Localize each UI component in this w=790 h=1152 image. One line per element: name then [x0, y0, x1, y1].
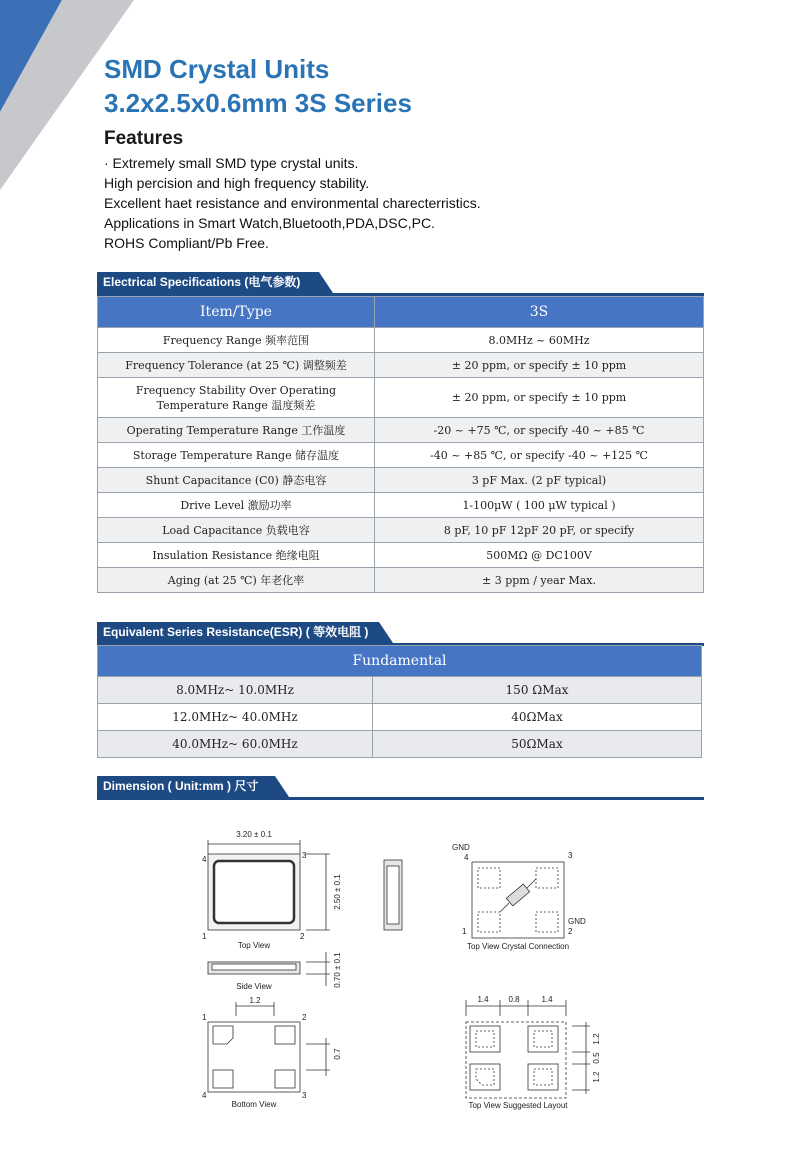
height-dimension-label: 2.50 ± 0.1: [333, 874, 342, 910]
side-view-drawing: [208, 952, 330, 986]
column-header-item: Item/Type: [98, 297, 375, 328]
crystal-connection-drawing: [472, 862, 564, 938]
electrical-section-tab: [97, 272, 319, 293]
features-list: [104, 153, 481, 253]
layout-dim-gap: 0.8: [508, 995, 520, 1004]
esr-frequency: 40.0MHz~ 60.0MHz: [98, 731, 373, 758]
table-row: [98, 543, 704, 568]
table-row: [98, 468, 704, 493]
spec-value: -40 ~ +85 ℃, or specify -40 ~ +125 ℃: [375, 443, 704, 468]
bottom-view-caption: Bottom View: [231, 1100, 277, 1109]
bottom-pin-2-label: 2: [302, 1013, 307, 1022]
side-view-caption: Side View: [236, 982, 272, 991]
spec-item: Operating Temperature Range 工作温度: [98, 418, 375, 443]
spec-item: Drive Level 激励功率: [98, 493, 375, 518]
dimension-section-title: Dimension ( Unit:mm ) 尺寸: [103, 779, 259, 793]
layout-v-gap: 0.5: [592, 1052, 601, 1064]
esr-section-header: [97, 622, 704, 646]
top-view-drawing: [208, 840, 330, 930]
table-row: [98, 677, 702, 704]
dimension-section-tab: [97, 776, 275, 797]
bottom-pin-4-label: 4: [202, 1091, 207, 1100]
esr-value: 40ΩMax: [373, 704, 702, 731]
layout-dim-right: 1.4: [541, 995, 553, 1004]
feature-item: · Extremely small SMD type crystal units.: [104, 155, 359, 171]
spec-value: 500MΩ @ DC100V: [375, 543, 704, 568]
spec-item: Shunt Capacitance (C0) 静态电容: [98, 468, 375, 493]
tab-corner-shape: [275, 776, 289, 797]
electrical-section-header: [97, 272, 704, 296]
esr-section-title: Equivalent Series Resistance(ESR) ( 等效电阻 ): [103, 625, 369, 639]
table-row: [98, 353, 704, 378]
feature-item: Applications in Smart Watch,Bluetooth,PDA,DSC,PC.: [104, 215, 435, 231]
esr-value: 50ΩMax: [373, 731, 702, 758]
table-row: [98, 704, 702, 731]
table-row: [98, 518, 704, 543]
pin-2-label: 2: [300, 932, 305, 941]
feature-item: Excellent haet resistance and environmental charecterristics.: [104, 195, 481, 211]
spec-item-line: Frequency Stability Over Operating: [135, 383, 337, 397]
spec-value: ± 20 ppm, or specify ± 10 ppm: [375, 378, 704, 418]
gnd-label-top: GND: [452, 843, 470, 852]
pin-3-label: 3: [302, 851, 307, 860]
spec-value: ± 3 ppm / year Max.: [375, 568, 704, 593]
column-header-type: 3S: [375, 297, 704, 328]
title-line-1: SMD Crystal Units: [104, 54, 330, 84]
table-row: [98, 568, 704, 593]
suggested-layout-drawing: [466, 1000, 590, 1098]
spec-item: Insulation Resistance 绝缘电阻: [98, 543, 375, 568]
suggested-layout-caption: Top View Suggested Layout: [468, 1101, 568, 1110]
spec-item-line: Temperature Range 温度频差: [156, 398, 316, 412]
spec-value: ± 20 ppm, or specify ± 10 ppm: [375, 353, 704, 378]
features-heading: Features: [104, 128, 184, 149]
layout-v-bottom: 1.2: [592, 1071, 601, 1083]
table-row: [98, 328, 704, 353]
pad-gap-label: 0.7: [333, 1048, 342, 1060]
feature-item: High percision and high frequency stability.: [104, 175, 370, 191]
bottom-pin-3-label: 3: [302, 1091, 307, 1100]
spec-item: Load Capacitance 负载电容: [98, 518, 375, 543]
pin-1-label: 1: [202, 932, 207, 941]
title-line-2: 3.2x2.5x0.6mm 3S Series: [104, 88, 412, 118]
layout-dim-left: 1.4: [477, 995, 489, 1004]
tab-corner-shape: [319, 272, 333, 293]
spec-item: Frequency Range 频率范围: [98, 328, 375, 353]
table-header-row: [98, 646, 702, 677]
bottom-view-drawing: [208, 1002, 330, 1092]
spec-value: 3 pF Max. (2 pF typical): [375, 468, 704, 493]
bottom-pin-1-label: 1: [202, 1013, 207, 1022]
gnd-label-bottom: GND: [568, 917, 586, 926]
esr-frequency: 12.0MHz~ 40.0MHz: [98, 704, 373, 731]
esr-column-header: Fundamental: [98, 646, 702, 677]
dimension-section-header: [97, 776, 704, 800]
tab-corner-shape: [379, 622, 393, 643]
table-row: [98, 418, 704, 443]
spec-item: Storage Temperature Range 储存温度: [98, 443, 375, 468]
page-title: [104, 52, 412, 120]
spec-value: -20 ~ +75 ℃, or specify -40 ~ +85 ℃: [375, 418, 704, 443]
side-profile-drawing: [384, 860, 402, 930]
spec-value: 8.0MHz ~ 60MHz: [375, 328, 704, 353]
esr-table: [97, 645, 702, 758]
conn-pin-4-label: 4: [464, 853, 469, 862]
esr-section-tab: [97, 622, 379, 643]
table-row: [98, 378, 704, 418]
electrical-spec-table: [97, 296, 704, 593]
width-dimension-label: 3.20 ± 0.1: [236, 830, 272, 839]
conn-pin-1-label: 1: [462, 927, 467, 936]
pin-4-label: 4: [202, 855, 207, 864]
table-row: [98, 493, 704, 518]
spec-item: Frequency Tolerance (at 25 ℃) 调整频差: [98, 353, 375, 378]
spec-value: 1-100μW ( 100 μW typical ): [375, 493, 704, 518]
conn-pin-2-label: 2: [568, 927, 573, 936]
spec-value: 8 pF, 10 pF 12pF 20 pF, or specify: [375, 518, 704, 543]
crystal-connection-caption: Top View Crystal Connection: [466, 942, 570, 951]
pad-width-label: 1.2: [249, 996, 261, 1005]
esr-value: 150 ΩMax: [373, 677, 702, 704]
table-row: [98, 731, 702, 758]
electrical-section-title: Electrical Specifications (电气参数): [103, 275, 301, 289]
conn-pin-3-label: 3: [568, 851, 573, 860]
top-view-caption: Top View: [237, 941, 271, 950]
dimension-drawing: [196, 826, 616, 1126]
esr-frequency: 8.0MHz~ 10.0MHz: [98, 677, 373, 704]
feature-item: ROHS Compliant/Pb Free.: [104, 235, 269, 251]
table-header-row: [98, 297, 704, 328]
thickness-dimension-label: 0.70 ± 0.1: [333, 952, 342, 988]
layout-v-top: 1.2: [592, 1033, 601, 1045]
spec-item: Aging (at 25 ℃) 年老化率: [98, 568, 375, 593]
table-row: [98, 443, 704, 468]
spec-item-multiline: [98, 378, 375, 418]
